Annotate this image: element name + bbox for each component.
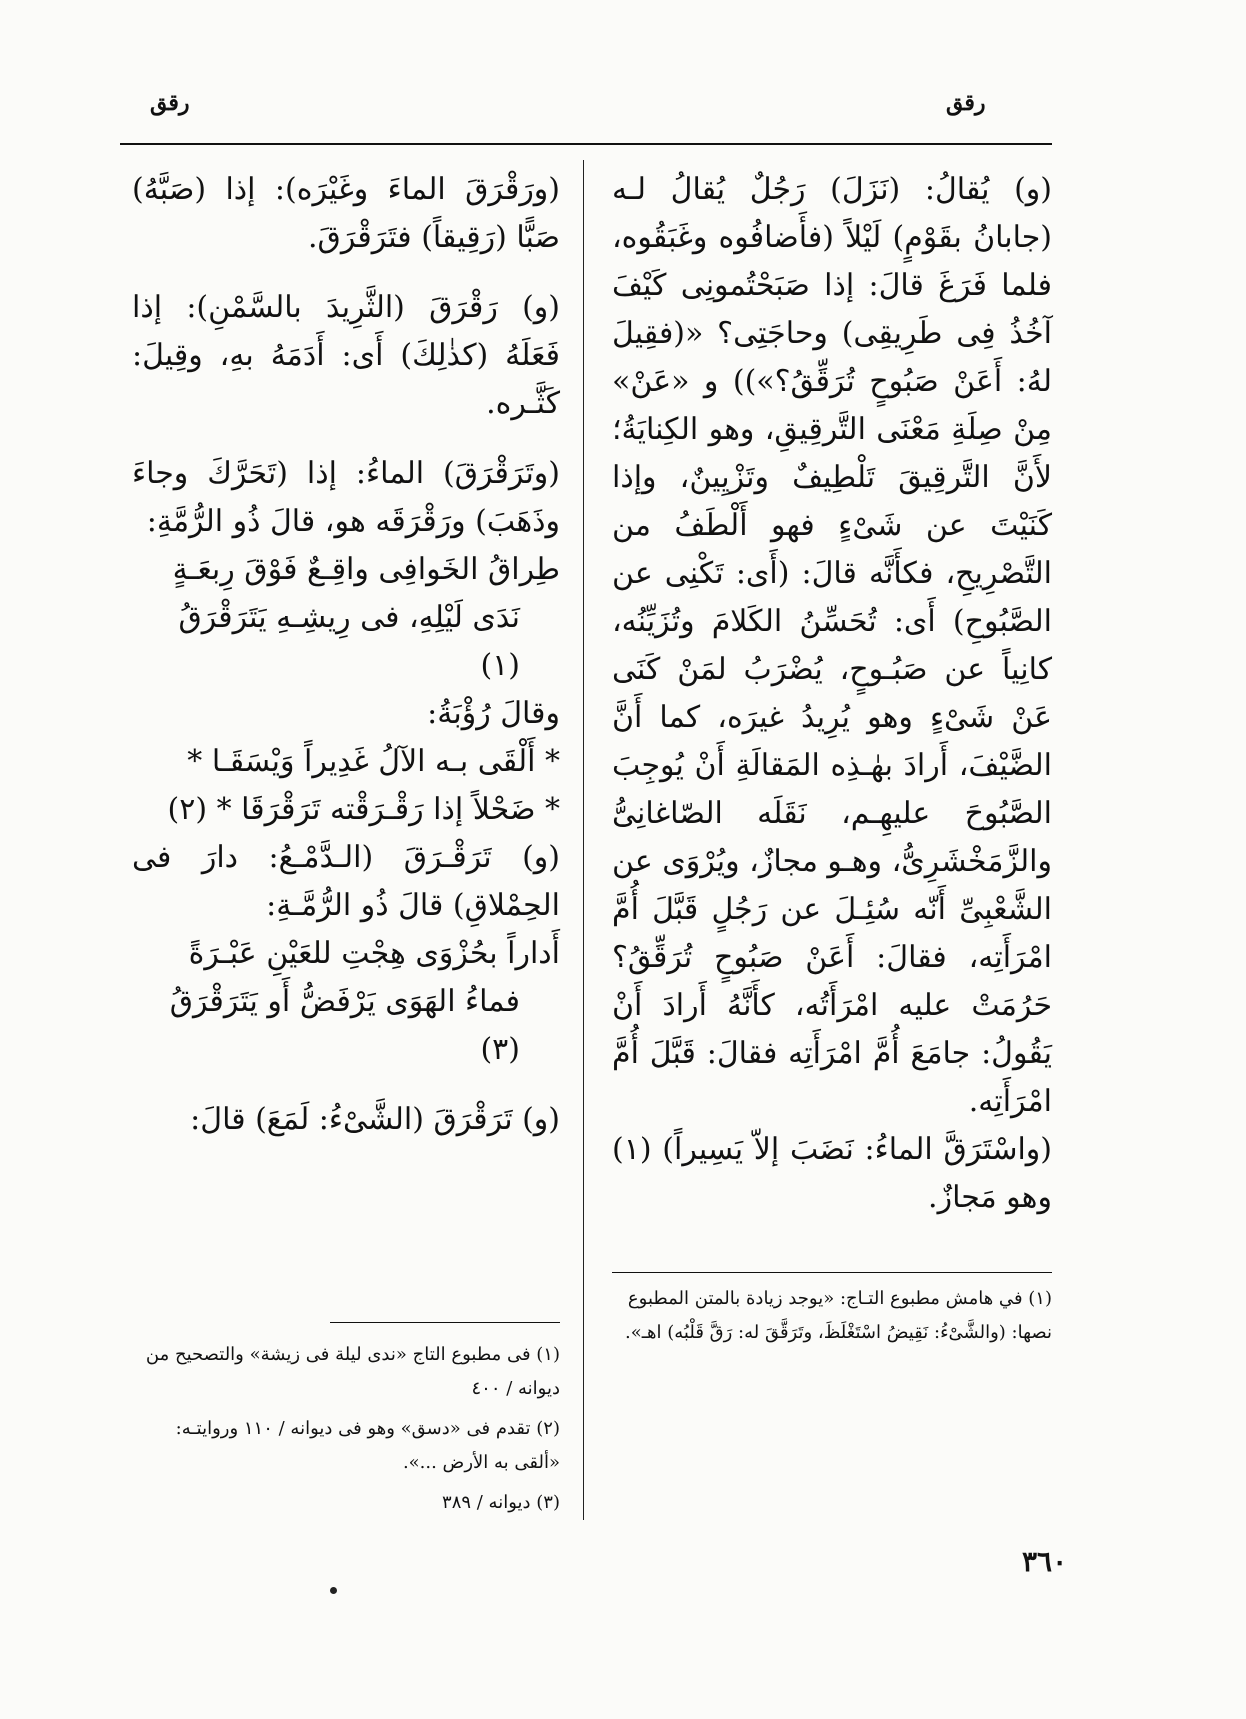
verse-1a: طِراقُ الخَوافِى واقِـعٌ فَوْقَ رِبعَـةٍ [172,552,560,587]
verse-2a: * أَلْقَى بـه الآلُ غَدِيراً وَيْسَقَـا * [187,744,560,779]
right-footnote-1: (١) في هامش مطبوع التـاج: «يوجد زيادة بالمتن المطبوع نصها: (والشَّىْءُ: نَقِيضُ اسْتَغْلَظَ، وتَرَقَّقَ له: رَقَّ قَلْبُه) اهـ». [625,1288,1052,1343]
left-footnote-1: (١) فى مطبوع التاج «ندى ليلة فى زيشة» والتصحيح من ديوانه / ٤٠٠ [145,1344,560,1399]
left-paragraph-3: (وتَرَقْرَقَ) الماءُ: إذا (تَحَرَّكَ وجاءَ وذَهَبَ) ورَقْرَقَه هو، قالَ ذُو الرُّمَّةِ: [132,456,560,539]
verse-1b: نَدَى لَيْلِهِ، فى رِيشِـهِ يَتَرَقْرَقُ (١) [178,600,520,683]
running-header-left: رقق [150,90,190,116]
left-column [132,166,560,1144]
left-footnote-3: (٣) ديوانه / ٣٨٩ [442,1492,560,1513]
right-column [612,166,1052,1222]
running-header-right: رقق [946,90,986,116]
left-footnote-2: (٢) تقدم فى «دسق» وهو فى ديوانه / ١١٠ وروايتـه: «ألقى به الأرض ...». [175,1418,560,1473]
left-paragraph-5: (و) تَرَقْـرَقَ (الـدَّمْـعُ: دارَ فى الحِمْلاقِ) قالَ ذُو الرُّمَّـةِ: [132,840,560,923]
left-paragraph-2: (و) رَقْرَقَ (الثَّرِيدَ بالسَّمْنِ): إذا فَعَلَهُ (كذٰلِكَ) أَى: أَدَمَهُ بهِ، وقِيلَ: كَثَّـره. [132,290,560,421]
header-rule [120,143,1052,145]
ink-dot [330,1587,337,1594]
right-paragraph-1: (و) يُقالُ: (نَزَلَ) رَجُلٌ يُقالُ لـه (جابانُ بقَوْمٍ) لَيْلاً (فأَضافُوه وغَبَقُوه، فلما فَرَغَ قالَ: إذا صَبَحْتُمونِى كَيْفَ آخُذُ فِى طَرِيقِى) وحاجَتِى؟ «(فقِيلَ لهُ: أَعَنْ صَبُوحٍ تُرَقِّقُ؟»)) و «عَنْ» مِنْ صِلَةِ مَعْنَى التَّرقِيقِ، وهو الكِنايَةُ؛ لأَنَّ التَّرقِيقَ تَلْطِيفٌ وتَزْيِينٌ، وإذا كَنَيْتَ عن شَىْءٍ فهو أَلْطَفُ من التَّصْرِيحِ، فكأَنَّه قالَ: (أَى: تَكْنِى عن الصَّبُوحِ) أَى: تُحَسِّنُ الكَلامَ وتُزَيِّنُه، كانِياً عن صَبُـوحٍ، يُضْرَبُ لمَنْ كَنَى عَنْ شَىْءٍ وهو يُرِيدُ غيرَه، كما أَنَّ الضَّيْفَ، أَرادَ بهٰـذِه المَقالَةِ أَنْ يُوجِبَ الصَّبُوحَ عليهِـم، نَقَلَه الصّاغانِىُّ والزَّمَخْشَرِىُّ، وهـو مجازٌ، ويُرْوَى عن الشَّعْبِىِّ أَنّه سُئِـلَ عن رَجُلٍ قَبَّلَ أُمَّ امْرَأَتِه، فقالَ: أَعَنْ صَبُوحٍ تُرَقِّقُ؟ حَرُمَتْ عليه امْرَأَتُه، كأَنَّهُ أَرادَ أَنْ يَقُولُ: جامَعَ أُمَّ امْرَأَتِه فقالَ: قَبَّلَ أُمَّ امْرَأَتِه. [611,172,1052,1119]
left-paragraph-4: وقالَ رُؤْبَةُ: [427,696,560,731]
right-paragraph-2: (واسْتَرَقَّ الماءُ: نَضَبَ إلاّ يَسِيراً) (١) وهو مَجازٌ. [612,1132,1052,1215]
left-paragraph-1: (ورَقْرَقَ الماءَ وغَيْرَه): إذا (صَبَّهُ) صَبًّا (رَقِيقاً) فتَرَقْرَقَ. [132,172,560,255]
column-divider [583,160,584,1520]
left-footnote-rule [330,1322,560,1323]
left-paragraph-6: (و) تَرَقْرَقَ (الشَّىْءُ: لَمَعَ) قالَ: [190,1102,560,1137]
verse-2b: * ضَحْلاً إذا رَقْـرَقْته تَرَقْرَقَا * (٢) [167,792,560,827]
left-footnotes [132,1338,560,1526]
page-number: ٣٦٠ [1022,1545,1068,1578]
verse-3a: أَداراً بحُزْوَى هِجْتِ للعَيْنِ عَبْـرَةً [188,936,560,971]
right-footnotes [612,1282,1052,1356]
right-footnote-rule [612,1272,1052,1273]
verse-3b: فماءُ الهَوَى يَرْفَضُّ أَو يَتَرَقْرَقُ (٣) [169,984,520,1067]
